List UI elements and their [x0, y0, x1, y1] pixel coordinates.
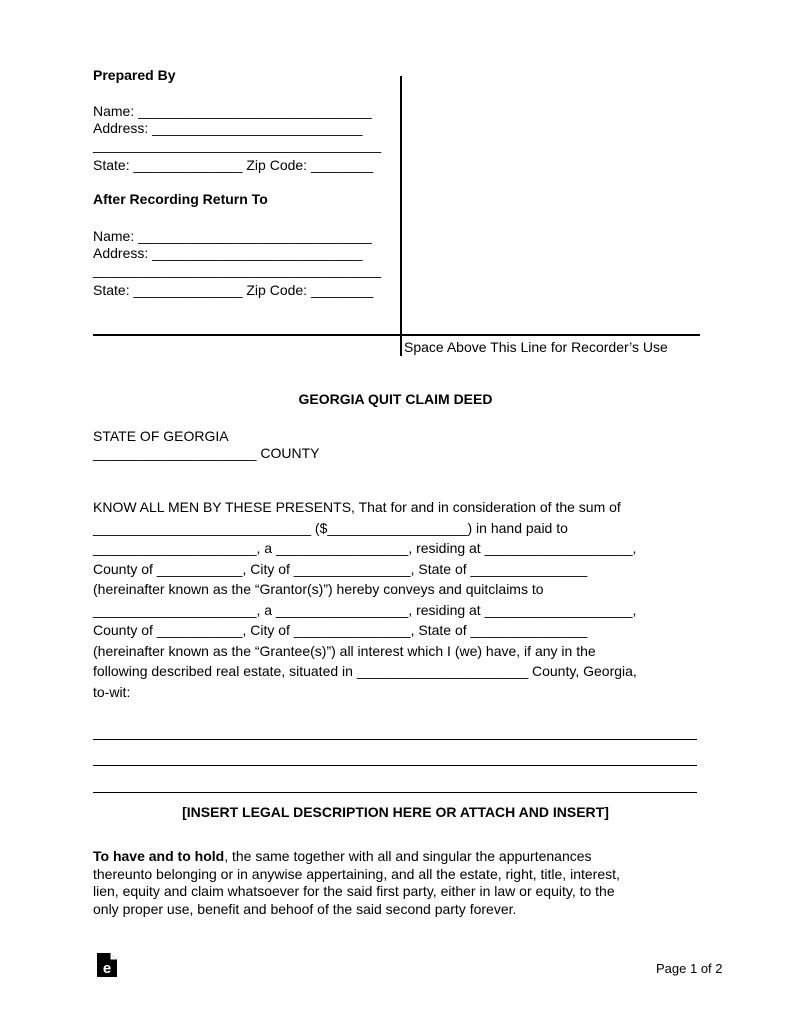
- habendum-line: , the same together with all and singular the appurtenances: [224, 848, 592, 864]
- prepared-by-address-field[interactable]: Address: ___________________________: [93, 120, 363, 136]
- logo-letter: e: [102, 960, 112, 977]
- document-logo-icon: [96, 952, 118, 978]
- county-field[interactable]: _____________________ COUNTY: [93, 445, 320, 461]
- body-line[interactable]: _____________________, a _________________, residing at ___________________,: [93, 601, 637, 618]
- habendum-line: thereunto belonging or in anywise appertaining, and all the estate, right, title, interest,: [93, 865, 620, 882]
- habendum-line: only proper use, benefit and behoof of the said second party forever.: [93, 900, 517, 917]
- prepared-by-name-field[interactable]: Name: ______________________________: [93, 103, 372, 119]
- recorder-box-vertical-rule: [400, 76, 402, 356]
- recorder-space-note: Space Above This Line for Recorder’s Use: [404, 339, 668, 355]
- body-line: (hereinafter known as the “Grantor(s)”) hereby conveys and quitclaims to: [93, 581, 544, 597]
- conveyance-paragraph: [93, 497, 637, 702]
- legal-description-line-1[interactable]: [93, 739, 697, 740]
- prepared-by-state-zip-field[interactable]: State: ______________ Zip Code: ________: [93, 157, 374, 173]
- return-to-name-field[interactable]: Name: ______________________________: [93, 228, 372, 244]
- prepared-by-heading: Prepared By: [93, 67, 176, 83]
- body-line[interactable]: ____________________________ ($__________________) in hand paid to: [93, 519, 568, 536]
- body-line[interactable]: following described real estate, situated in ______________________ County, Georgia,: [93, 663, 637, 679]
- recorder-box-horizontal-rule: [93, 334, 700, 336]
- legal-description-line-3[interactable]: [93, 792, 697, 793]
- document-title: GEORGIA QUIT CLAIM DEED: [298, 391, 493, 407]
- body-line: to-wit:: [93, 683, 131, 700]
- legal-description-note: [INSERT LEGAL DESCRIPTION HERE OR ATTACH AND INSERT]: [182, 804, 609, 820]
- body-line[interactable]: _____________________, a _________________, residing at ___________________,: [93, 540, 637, 556]
- body-line: KNOW ALL MEN BY THESE PRESENTS, That for and in consideration of the sum of: [93, 499, 621, 515]
- body-line[interactable]: County of ___________, City of _______________, State of _______________: [93, 622, 588, 638]
- habendum-lead: To have and to hold: [93, 848, 225, 864]
- page-number: Page 1 of 2: [656, 961, 723, 976]
- return-to-address-line-2[interactable]: _____________________________________: [93, 262, 382, 278]
- return-to-address-field[interactable]: Address: ___________________________: [93, 245, 363, 261]
- prepared-by-address-line-2[interactable]: _____________________________________: [93, 137, 382, 153]
- legal-description-line-2[interactable]: [93, 765, 697, 766]
- body-line: (hereinafter known as the “Grantee(s)”) all interest which I (we) have, if any in the: [93, 642, 596, 659]
- body-line[interactable]: County of ___________, City of _______________, State of _______________: [93, 560, 588, 577]
- return-to-heading: After Recording Return To: [93, 191, 268, 207]
- return-to-state-zip-field[interactable]: State: ______________ Zip Code: ________: [93, 282, 374, 298]
- state-line: STATE OF GEORGIA: [93, 428, 229, 444]
- habendum-paragraph: [93, 848, 620, 918]
- habendum-line: lien, equity and claim whatsoever for the said first party, either in law or equity, to the: [93, 883, 615, 899]
